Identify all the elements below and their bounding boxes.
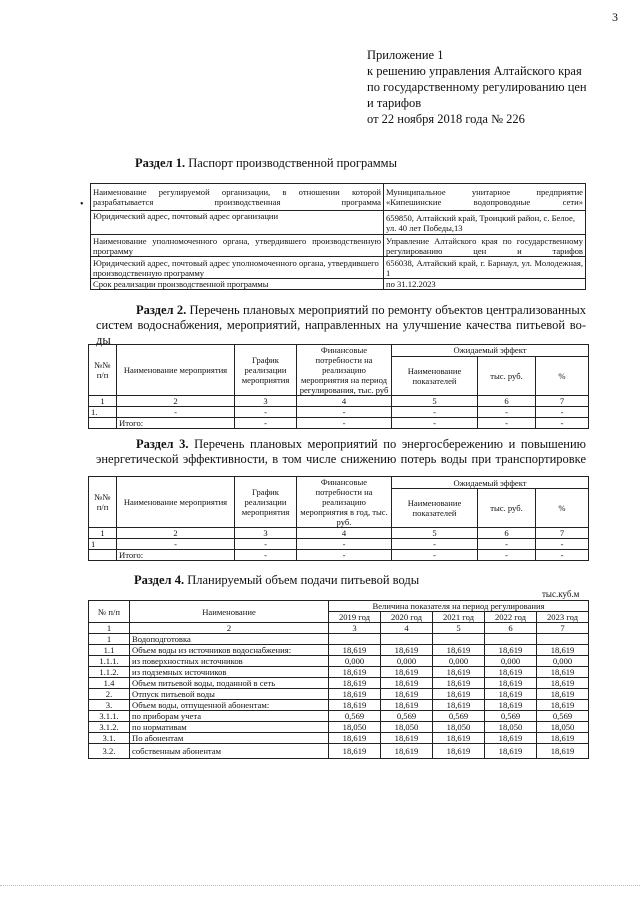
table-cell <box>433 634 485 645</box>
table-cell: 18,619 <box>537 678 589 689</box>
table-cell: 18,050 <box>381 722 433 733</box>
table-cell: 659850, Алтайский край, Троицкий район, с. Белое, ул. 40 лет Победы,13 <box>384 211 586 235</box>
table-cell: Водоподготовка <box>130 634 329 645</box>
table-cell: 18,619 <box>381 733 433 744</box>
table-cell: - <box>117 407 235 418</box>
table-cell: 6 <box>478 528 536 539</box>
header-cell: Наименование мероприятия <box>117 345 235 396</box>
table-row <box>89 656 589 667</box>
header-cell: Ожидаемый эффект <box>392 345 589 357</box>
section4-title-text: Планируемый объем подачи питьевой воды <box>187 573 420 587</box>
appendix-header <box>367 47 587 127</box>
table-cell <box>329 634 381 645</box>
table-cell: - <box>297 407 392 418</box>
table-cell: 18,619 <box>537 700 589 711</box>
table-cell: 3 <box>235 528 297 539</box>
table-cell: 18,619 <box>485 667 537 678</box>
table-cell: - <box>235 550 297 561</box>
table-cell: - <box>536 539 589 550</box>
table-cell: Юридический адрес, почтовый адрес уполномоченного органа, утвердившего производственную программу <box>91 257 384 279</box>
header-cell: График реализации мероприятия <box>235 345 297 396</box>
table-row <box>91 279 586 290</box>
table-row <box>89 722 589 733</box>
header-cell: №№ п/п <box>89 477 117 528</box>
table-cell: 4 <box>381 623 433 634</box>
table-cell: 18,050 <box>537 722 589 733</box>
table-cell: 0,000 <box>433 656 485 667</box>
table-cell: 1.4 <box>89 678 130 689</box>
table-cell: собственным абонентам <box>130 744 329 759</box>
table-cell <box>537 634 589 645</box>
table-cell: Отпуск питьевой воды <box>130 689 329 700</box>
table-cell: 1.1.1. <box>89 656 130 667</box>
page-edge <box>0 885 640 886</box>
table-row <box>89 539 589 550</box>
table-cell: 18,619 <box>433 700 485 711</box>
table-cell: 2 <box>117 396 235 407</box>
table-cell: - <box>235 407 297 418</box>
table-cell: 18,619 <box>485 744 537 759</box>
section3-title <box>96 437 586 467</box>
header-cell: тыс. руб. <box>478 489 536 528</box>
header-cell: 2022 год <box>485 612 537 623</box>
table-cell: 18,619 <box>537 645 589 656</box>
table-row <box>89 689 589 700</box>
table-row <box>89 645 589 656</box>
table-cell: 0,569 <box>537 711 589 722</box>
section2-table <box>88 344 589 429</box>
section2-title-line: ды <box>96 333 111 347</box>
table-cell: по нормативам <box>130 722 329 733</box>
table-cell: Объем питьевой воды, поданной в сеть <box>130 678 329 689</box>
table-cell: 3 <box>235 396 297 407</box>
table-cell: 0,569 <box>381 711 433 722</box>
table-cell: - <box>478 550 536 561</box>
table-cell: 18,619 <box>433 689 485 700</box>
table-cell <box>89 418 117 429</box>
table-cell: 18,050 <box>329 722 381 733</box>
margin-mark: • <box>80 199 84 210</box>
table-cell: 18,619 <box>433 744 485 759</box>
table-cell: 18,619 <box>381 689 433 700</box>
table-cell: 0,569 <box>329 711 381 722</box>
header-cell: % <box>536 356 589 395</box>
table-row <box>91 235 586 257</box>
table-cell: по приборам учета <box>130 711 329 722</box>
table-header-row <box>89 601 589 612</box>
table-cell: - <box>235 539 297 550</box>
table-cell: - <box>392 550 478 561</box>
table-cell: По абонентам <box>130 733 329 744</box>
table-cell: из поверхностных источников <box>130 656 329 667</box>
volume-rows <box>89 634 589 759</box>
header-cell: тыс. руб. <box>478 356 536 395</box>
table-cell: 1 <box>89 634 130 645</box>
table-cell: - <box>392 407 478 418</box>
table-row <box>89 733 589 744</box>
table-cell: - <box>297 418 392 429</box>
table-row <box>89 418 589 429</box>
table-cell: Управление Алтайского края по государственному регулированию цен и тарифов <box>384 235 586 257</box>
section4-title-bold: Раздел 4. <box>134 573 185 587</box>
table-cell: 4 <box>297 396 392 407</box>
header-cell: 2019 год <box>329 612 381 623</box>
header-cell: Наименование мероприятия <box>117 477 235 528</box>
table-row <box>89 396 589 407</box>
table-row <box>89 667 589 678</box>
table-row <box>91 184 586 211</box>
appendix-line: и тарифов <box>367 96 422 110</box>
header-cell: График реализации мероприятия <box>235 477 297 528</box>
table-cell: 18,619 <box>329 700 381 711</box>
table-cell: 3 <box>329 623 381 634</box>
table-cell: - <box>392 539 478 550</box>
header-cell: №№ п/п <box>89 345 117 396</box>
table-cell: 3.1.1. <box>89 711 130 722</box>
table-cell: 0,569 <box>433 711 485 722</box>
table-cell: 18,619 <box>381 645 433 656</box>
table-cell: 18,619 <box>537 733 589 744</box>
header-cell: Величина показателя на период регулирования <box>329 601 589 612</box>
table-cell: по 31.12.2023 <box>384 279 586 290</box>
table-cell: 18,619 <box>433 645 485 656</box>
appendix-line: от 22 ноября 2018 года № 226 <box>367 112 525 126</box>
table-row <box>89 623 589 634</box>
table-row <box>89 634 589 645</box>
table-cell: 18,619 <box>433 678 485 689</box>
table-cell: - <box>478 539 536 550</box>
table-cell: 0,000 <box>329 656 381 667</box>
table-row <box>91 211 586 235</box>
table-cell: - <box>478 418 536 429</box>
header-cell: Финансовые потребности на реализацию мероприятия на период регулирования, тыс. руб <box>297 345 392 396</box>
table-cell <box>89 550 117 561</box>
table-cell: 18,050 <box>433 722 485 733</box>
table-cell: Юридический адрес, почтовый адрес организации <box>91 211 384 235</box>
header-cell: Финансовые потребности на реализацию мероприятия в год, тыс. руб. <box>297 477 392 528</box>
table-cell: 18,619 <box>485 678 537 689</box>
section3-title-bold: Раздел 3. <box>136 437 189 451</box>
table-cell: 2 <box>117 528 235 539</box>
header-cell: № п/п <box>89 601 130 623</box>
table-cell: - <box>117 539 235 550</box>
header-cell: Ожидаемый эффект <box>392 477 589 489</box>
table-cell: 0,569 <box>485 711 537 722</box>
table-cell: - <box>297 550 392 561</box>
table-cell: 7 <box>536 396 589 407</box>
table-cell: 5 <box>392 528 478 539</box>
section1-title <box>135 156 397 171</box>
section2-title-bold: Раздел 2. <box>136 303 187 317</box>
table-row <box>89 700 589 711</box>
table-cell: 18,619 <box>381 700 433 711</box>
table-cell: - <box>235 418 297 429</box>
table-cell: 18,619 <box>537 689 589 700</box>
table-cell: 3.1.2. <box>89 722 130 733</box>
table-cell: Срок реализации производственной программы <box>91 279 384 290</box>
table-cell: - <box>536 418 589 429</box>
table-cell: 4 <box>297 528 392 539</box>
page-number: 3 <box>612 10 618 24</box>
table-row <box>89 711 589 722</box>
table-cell: 1 <box>89 539 117 550</box>
appendix-line: по государственному регулированию цен <box>367 80 587 94</box>
table-cell: 18,619 <box>329 733 381 744</box>
header-cell: 2023 год <box>537 612 589 623</box>
table-cell: 18,619 <box>537 744 589 759</box>
header-cell: 2020 год <box>381 612 433 623</box>
table-header-row <box>89 477 589 489</box>
table-cell: 18,619 <box>381 678 433 689</box>
header-cell: 2021 год <box>433 612 485 623</box>
table-cell: 18,619 <box>485 733 537 744</box>
header-cell: % <box>536 489 589 528</box>
table-cell <box>485 634 537 645</box>
section1-title-text: Паспорт производственной программы <box>188 156 397 170</box>
section2-title-line: Перечень плановых мероприятий по ремонту объектов централизованных <box>189 303 586 317</box>
table-cell: 18,619 <box>329 645 381 656</box>
table-cell: 7 <box>536 528 589 539</box>
table-cell: 3. <box>89 700 130 711</box>
table-cell: 18,050 <box>485 722 537 733</box>
table-cell: 18,619 <box>381 667 433 678</box>
table-cell: 18,619 <box>485 645 537 656</box>
table-cell: 18,619 <box>329 689 381 700</box>
table-cell: 1. <box>89 407 117 418</box>
table-cell: 656038, Алтайский край, г. Барнаул, ул. Молодежная, 1 <box>384 257 586 279</box>
table-cell: 2. <box>89 689 130 700</box>
appendix-line: к решению управления Алтайского края <box>367 64 582 78</box>
section4-table <box>88 600 589 759</box>
table-cell: 0,000 <box>537 656 589 667</box>
table-header-row <box>89 345 589 357</box>
table-cell: 1.1 <box>89 645 130 656</box>
table-cell: из подземных источников <box>130 667 329 678</box>
table-cell: 1 <box>89 528 117 539</box>
table-cell: 18,619 <box>329 744 381 759</box>
table-cell: Объем воды из источников водоснабжения: <box>130 645 329 656</box>
table-cell: 18,619 <box>485 689 537 700</box>
section2-title-line: систем водоснабжения, мероприятий, направленных на улучшение качества питьевой во- <box>96 318 586 332</box>
table-cell: - <box>536 407 589 418</box>
table-cell: 2 <box>130 623 329 634</box>
table-cell: Итого: <box>117 550 235 561</box>
table-cell: - <box>392 418 478 429</box>
section4-title <box>134 573 419 588</box>
table-cell <box>381 634 433 645</box>
table-cell: 18,619 <box>433 667 485 678</box>
section2-title <box>96 303 586 348</box>
table-row <box>89 407 589 418</box>
table-cell: Наименование регулируемой организации, в отношении которой разрабатывается производственная программа <box>91 184 384 211</box>
appendix-line: Приложение 1 <box>367 48 444 62</box>
table-cell: 18,619 <box>433 733 485 744</box>
section3-title-line: энергетической эффективности, в том числе снижению потерь воды при транспортировке <box>96 452 586 466</box>
table-cell: 1 <box>89 396 117 407</box>
table-cell: - <box>478 407 536 418</box>
table-row <box>89 744 589 759</box>
section1-title-bold: Раздел 1. <box>135 156 186 170</box>
table-cell: 18,619 <box>381 744 433 759</box>
passport-table <box>90 183 586 290</box>
table-cell: 5 <box>433 623 485 634</box>
header-cell: Наименование показателей <box>392 356 478 395</box>
table-row <box>91 257 586 279</box>
table-row <box>89 678 589 689</box>
section3-title-line: Перечень плановых мероприятий по энергосбережению и повышению <box>194 437 587 451</box>
table-row <box>89 550 589 561</box>
table-cell: 18,619 <box>537 667 589 678</box>
header-cell: Наименование показателей <box>392 489 478 528</box>
table-cell: 3.1. <box>89 733 130 744</box>
table-cell: 7 <box>537 623 589 634</box>
table-cell: Наименование уполномоченного органа, утвердившего производственную программу <box>91 235 384 257</box>
table-cell: 6 <box>485 623 537 634</box>
table-cell: 3.2. <box>89 744 130 759</box>
table-cell: 5 <box>392 396 478 407</box>
table-cell: 6 <box>478 396 536 407</box>
table-cell: 1.1.2. <box>89 667 130 678</box>
table-cell: 18,619 <box>329 678 381 689</box>
table-cell: 1 <box>89 623 130 634</box>
table-cell: - <box>536 550 589 561</box>
table-row <box>89 528 589 539</box>
table-cell: - <box>297 539 392 550</box>
table-cell: 0,000 <box>485 656 537 667</box>
table-cell: 0,000 <box>381 656 433 667</box>
table-cell: 18,619 <box>329 667 381 678</box>
table-cell: Итого: <box>117 418 235 429</box>
section3-table <box>88 476 589 561</box>
table-cell: Объем воды, отпущенной абонентам: <box>130 700 329 711</box>
table-cell: 18,619 <box>485 700 537 711</box>
header-cell: Наименование <box>130 601 329 623</box>
table-cell: Муниципальное унитарное предприятие «Кипешинские водопроводные сети» <box>384 184 586 211</box>
unit-label: тыс.куб.м <box>542 589 580 599</box>
